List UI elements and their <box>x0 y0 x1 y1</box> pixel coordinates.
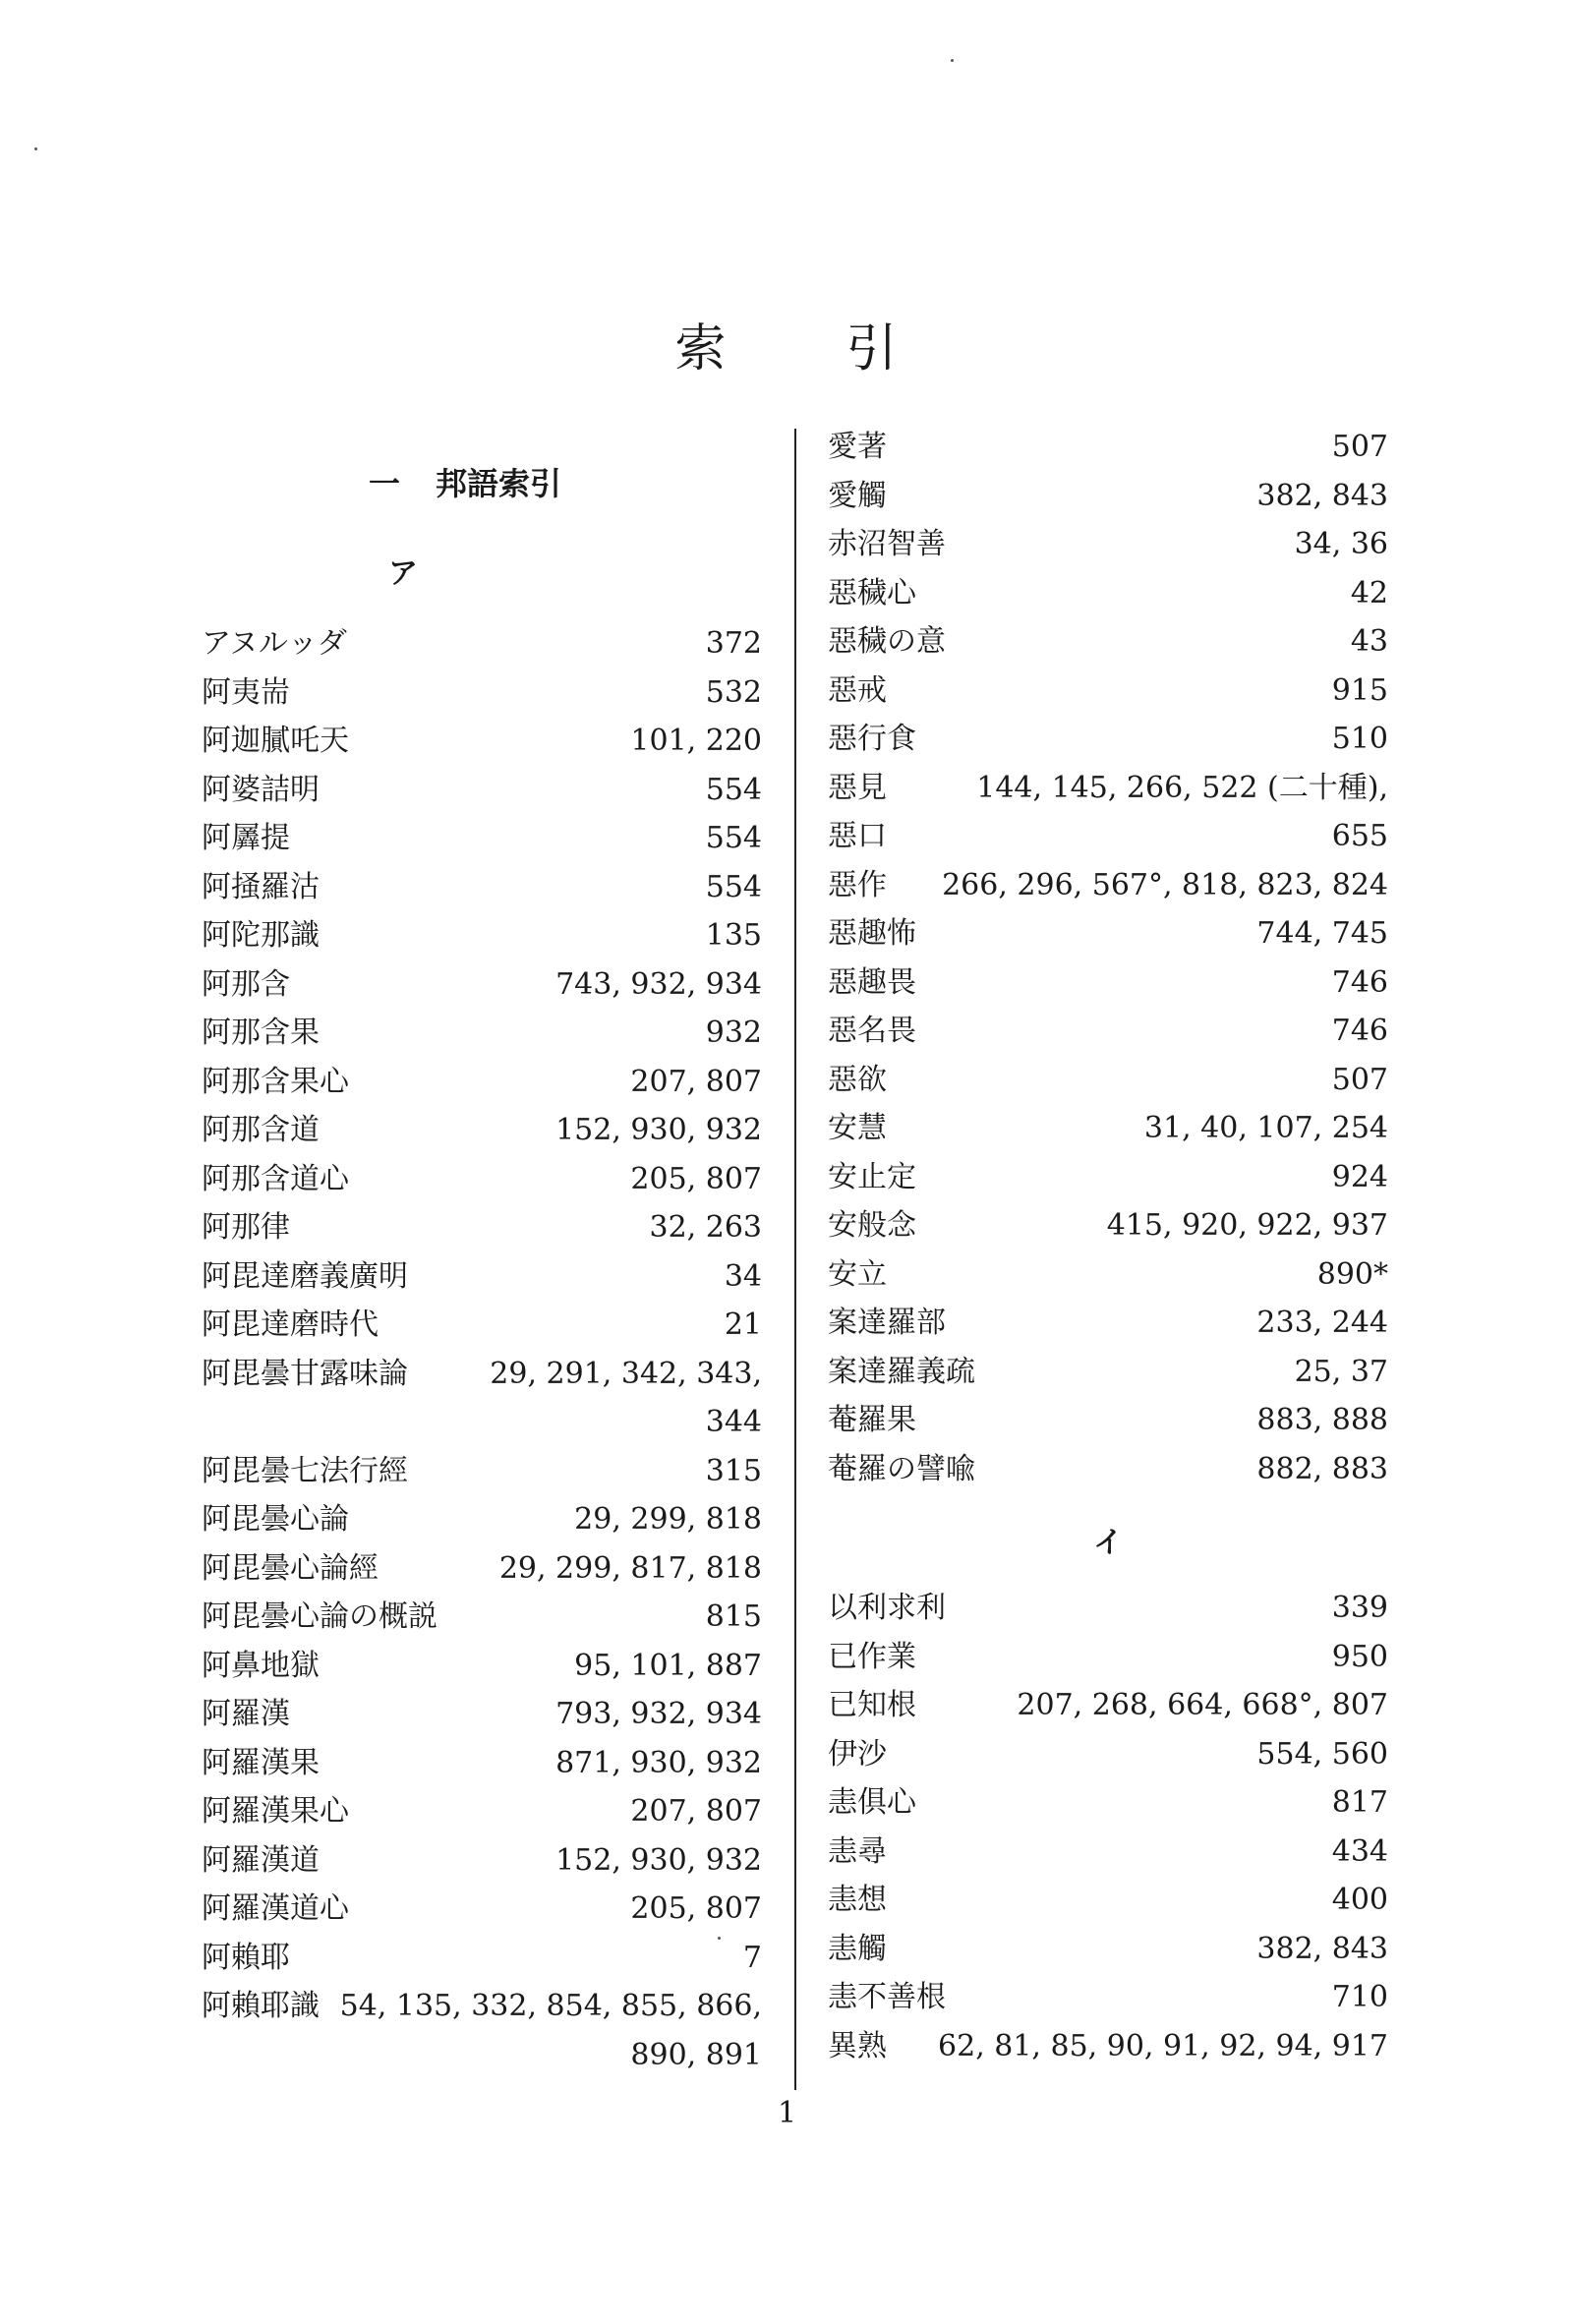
index-entry <box>828 1876 1388 1925</box>
index-entry <box>828 423 1388 472</box>
entry-pages: 510 <box>1331 722 1388 756</box>
index-entry <box>828 1633 1388 1682</box>
entry-term: 阿那含果 <box>202 1016 320 1050</box>
index-entry <box>828 472 1388 521</box>
index-entry <box>202 1787 762 1836</box>
index-entry <box>202 1155 762 1204</box>
entry-pages: 29, 291, 342, 343, <box>490 1356 762 1391</box>
index-entry <box>202 1739 762 1788</box>
entry-pages: 43 <box>1350 624 1388 659</box>
entry-pages: 932 <box>705 1016 762 1050</box>
entry-term: 恚觸 <box>828 1931 887 1966</box>
entry-pages: 554 <box>705 821 762 855</box>
entry-pages: 344 <box>705 1405 762 1439</box>
entry-pages: 29, 299, 818 <box>574 1502 762 1537</box>
entry-term: 阿羅漢 <box>202 1697 290 1731</box>
entry-pages: 372 <box>705 626 762 661</box>
index-list-right-a <box>828 423 1388 1493</box>
entry-term: 惡欲 <box>828 1062 887 1097</box>
index-entry <box>828 959 1388 1008</box>
index-entry <box>828 1348 1388 1397</box>
entry-pages: 924 <box>1331 1159 1388 1194</box>
entry-term: 阿羅漢道 <box>202 1842 320 1878</box>
entry-pages: 554 <box>705 869 762 904</box>
entry-term: 安般念 <box>828 1208 916 1243</box>
entry-pages: 507 <box>1331 1062 1388 1097</box>
title-char-1: 索 <box>674 320 729 378</box>
entry-term: 阿那含道心 <box>202 1161 349 1196</box>
index-entry <box>828 1299 1388 1348</box>
entry-term: 阿羼提 <box>202 821 290 855</box>
entry-pages: 152, 930, 932 <box>555 1113 762 1147</box>
page-number: 1 <box>777 2096 797 2130</box>
entry-pages: 32, 263 <box>649 1210 762 1245</box>
entry-pages: 205, 807 <box>630 1891 762 1926</box>
index-entry <box>828 1681 1388 1730</box>
entry-pages: 382, 843 <box>1256 478 1388 513</box>
entry-term: 阿毘達磨時代 <box>202 1307 379 1342</box>
entry-term: 阿賴耶 <box>202 1940 290 1975</box>
entry-term: 阿夷耑 <box>202 674 290 710</box>
entry-term: 阿掻羅沽 <box>202 869 320 904</box>
entry-term: 阿賴耶識 <box>202 1989 320 2023</box>
entry-term: 阿毘曇七法行經 <box>202 1453 408 1488</box>
entry-term: 阿毘曇心論の概説 <box>202 1599 437 1634</box>
kana-heading-a: ア <box>388 556 418 591</box>
entry-term: 阿那含果心 <box>202 1064 349 1099</box>
entry-term: 惡趣畏 <box>828 964 916 1000</box>
entry-term: 阿毘曇心論 <box>202 1502 349 1537</box>
index-entry <box>828 1104 1388 1153</box>
page-title <box>0 307 1574 380</box>
entry-term: 阿羅漢果心 <box>202 1794 349 1829</box>
index-entry <box>202 1398 762 1447</box>
column-divider <box>794 429 796 2090</box>
entry-term: 已作業 <box>828 1639 916 1674</box>
index-entry <box>828 1584 1388 1633</box>
index-entry <box>828 1925 1388 1974</box>
index-entry <box>828 1828 1388 1877</box>
entry-term: 愛觸 <box>828 478 887 513</box>
index-entry <box>202 1982 762 2031</box>
entry-pages: 743, 932, 934 <box>555 966 762 1002</box>
section-label: 邦語索引 <box>436 465 562 502</box>
left-column <box>202 423 762 2079</box>
entry-pages: 233, 244 <box>1256 1306 1388 1340</box>
entry-term: 伊沙 <box>828 1736 887 1772</box>
entry-term: 阿毘曇甘露味論 <box>202 1356 408 1391</box>
entry-pages: 793, 932, 934 <box>555 1697 762 1731</box>
entry-pages: 382, 843 <box>1256 1931 1388 1966</box>
index-list-left <box>202 619 762 2079</box>
right-column <box>828 423 1388 2070</box>
entry-pages: 25, 37 <box>1294 1354 1388 1389</box>
index-entry <box>202 1690 762 1739</box>
entry-pages: 883, 888 <box>1256 1403 1388 1437</box>
index-entry <box>828 715 1388 764</box>
entry-pages: 415, 920, 922, 937 <box>1106 1208 1388 1243</box>
entry-term: 阿毘達磨義廣明 <box>202 1258 408 1294</box>
entry-term: 惡口 <box>828 819 887 853</box>
entry-term: 異熟 <box>828 2028 887 2063</box>
entry-pages: 266, 296, 567°, 818, 823, 824 <box>942 867 1388 902</box>
index-entry <box>202 1301 762 1350</box>
entry-pages: 207, 807 <box>630 1794 762 1829</box>
entry-pages: 882, 883 <box>1256 1451 1388 1486</box>
index-entry <box>828 520 1388 569</box>
entry-pages: 42 <box>1350 575 1388 610</box>
entry-term: 安立 <box>828 1256 887 1292</box>
entry-term: 恚尋 <box>828 1833 887 1869</box>
entry-pages: 890* <box>1316 1256 1388 1292</box>
entry-pages: 339 <box>1331 1591 1388 1625</box>
index-entry <box>202 1058 762 1107</box>
index-entry <box>828 909 1388 959</box>
entry-term: 惡趣怖 <box>828 916 916 951</box>
entry-term: アヌルッダ <box>202 626 347 661</box>
entry-pages: 554 <box>705 772 762 807</box>
index-entry <box>828 1730 1388 1779</box>
entry-pages: 152, 930, 932 <box>555 1842 762 1878</box>
entry-term: 安慧 <box>828 1111 887 1145</box>
index-entry <box>202 1203 762 1252</box>
entry-term: 菴羅果 <box>828 1403 916 1437</box>
index-entry <box>828 861 1388 910</box>
entry-term: 阿鼻地獄 <box>202 1648 320 1683</box>
index-entry <box>828 1396 1388 1445</box>
entry-pages: 871, 930, 932 <box>555 1745 762 1780</box>
entry-pages: 746 <box>1331 1014 1388 1048</box>
entry-pages: 655 <box>1331 819 1388 853</box>
entry-pages: 434 <box>1331 1833 1388 1869</box>
entry-term: 阿陀那識 <box>202 918 320 953</box>
entry-term: 惡名畏 <box>828 1014 916 1048</box>
entry-term: 阿羅漢果 <box>202 1745 320 1780</box>
index-entry <box>202 1350 762 1399</box>
entry-term: 阿那含 <box>202 966 290 1002</box>
index-entry <box>202 1495 762 1544</box>
entry-term: 恚不善根 <box>828 1980 946 2014</box>
entry-term: 惡作 <box>828 867 887 902</box>
index-entry <box>202 619 762 668</box>
entry-term: 案達羅部 <box>828 1306 946 1340</box>
entry-term: 案達羅義疏 <box>828 1354 975 1389</box>
entry-pages: 950 <box>1331 1639 1388 1674</box>
entry-pages: 507 <box>1331 430 1388 464</box>
index-entry <box>202 911 762 960</box>
entry-pages: 31, 40, 107, 254 <box>1143 1111 1388 1145</box>
index-entry <box>828 1445 1388 1494</box>
index-entry <box>202 1885 762 1934</box>
entry-pages: 21 <box>724 1307 762 1342</box>
entry-term: 惡見 <box>828 770 887 805</box>
entry-term: 菴羅の譬喩 <box>828 1451 975 1486</box>
index-entry <box>202 814 762 863</box>
entry-term: 恚想 <box>828 1883 887 1917</box>
entry-pages: 554, 560 <box>1256 1736 1388 1772</box>
entry-pages: 34, 36 <box>1294 527 1388 561</box>
entry-term: 惡行食 <box>828 722 916 756</box>
entry-term: 阿羅漢道心 <box>202 1891 349 1926</box>
index-entry <box>828 1007 1388 1056</box>
index-entry <box>202 2031 762 2080</box>
entry-term: 惡戒 <box>828 672 887 708</box>
entry-term: 安止定 <box>828 1159 916 1194</box>
section-heading <box>202 442 762 521</box>
index-entry <box>828 2022 1388 2071</box>
index-entry <box>828 1056 1388 1105</box>
kana-heading-i: イ <box>1093 1526 1123 1560</box>
index-entry <box>202 1544 762 1594</box>
index-entry <box>828 764 1388 813</box>
index-entry <box>202 766 762 815</box>
index-entry <box>202 1593 762 1642</box>
index-entry <box>202 863 762 912</box>
entry-pages: 744, 745 <box>1256 916 1388 951</box>
index-entry <box>202 1252 762 1302</box>
entry-term: 阿迦膩吒天 <box>202 724 349 758</box>
entry-pages: 746 <box>1331 964 1388 1000</box>
entry-term: 赤沼智善 <box>828 527 946 561</box>
section-number: 一 <box>369 465 401 502</box>
entry-pages: 890, 891 <box>630 2037 762 2072</box>
index-entry <box>202 960 762 1010</box>
index-entry <box>202 1836 762 1886</box>
entry-term: 阿那律 <box>202 1210 290 1245</box>
index-entry <box>202 1934 762 1983</box>
entry-pages: 815 <box>705 1599 762 1634</box>
index-entry <box>202 1106 762 1155</box>
entry-pages: 400 <box>1331 1883 1388 1917</box>
entry-term: 惡穢心 <box>828 575 916 610</box>
entry-pages: 205, 807 <box>630 1161 762 1196</box>
index-entry <box>828 1201 1388 1250</box>
index-entry <box>202 1642 762 1691</box>
entry-pages: 7 <box>742 1940 762 1975</box>
entry-term: 阿婆詰明 <box>202 772 320 807</box>
entry-pages: 144, 145, 266, 522 (二十種), <box>976 770 1388 805</box>
entry-pages: 34 <box>724 1258 762 1294</box>
entry-pages: 915 <box>1331 672 1388 708</box>
entry-pages: 532 <box>705 674 762 710</box>
entry-term: 阿毘曇心論經 <box>202 1550 379 1586</box>
entry-pages: 207, 807 <box>630 1064 762 1099</box>
entry-pages: 315 <box>705 1453 762 1488</box>
entry-pages: 710 <box>1331 1980 1388 2014</box>
entry-pages: 29, 299, 817, 818 <box>498 1550 762 1586</box>
index-entry <box>828 617 1388 667</box>
entry-pages: 135 <box>705 918 762 953</box>
entry-term: 恚俱心 <box>828 1785 916 1820</box>
index-entry <box>828 1778 1388 1828</box>
entry-pages: 95, 101, 887 <box>574 1648 762 1683</box>
index-entry <box>202 668 762 718</box>
entry-pages: 54, 135, 332, 854, 855, 866, <box>339 1989 762 2023</box>
index-list-right-i <box>828 1584 1388 2070</box>
entry-term: 阿那含道 <box>202 1113 320 1147</box>
entry-term: 愛著 <box>828 430 887 464</box>
entry-pages: 207, 268, 664, 668°, 807 <box>1017 1688 1388 1722</box>
entry-term: 已知根 <box>828 1688 916 1722</box>
entry-term: 以利求利 <box>828 1591 946 1625</box>
index-entry <box>202 717 762 766</box>
index-entry <box>828 812 1388 861</box>
entry-pages: 817 <box>1331 1785 1388 1820</box>
index-entry <box>202 1009 762 1058</box>
entry-pages: 101, 220 <box>630 724 762 758</box>
title-char-2: 引 <box>845 320 900 378</box>
index-entry <box>828 1250 1388 1300</box>
index-entry <box>202 1447 762 1496</box>
index-entry <box>828 1973 1388 2022</box>
entry-term: 惡穢の意 <box>828 624 946 659</box>
index-entry <box>828 667 1388 716</box>
entry-pages: 62, 81, 85, 90, 91, 92, 94, 917 <box>938 2028 1388 2063</box>
index-entry <box>828 1153 1388 1202</box>
index-entry <box>828 569 1388 618</box>
